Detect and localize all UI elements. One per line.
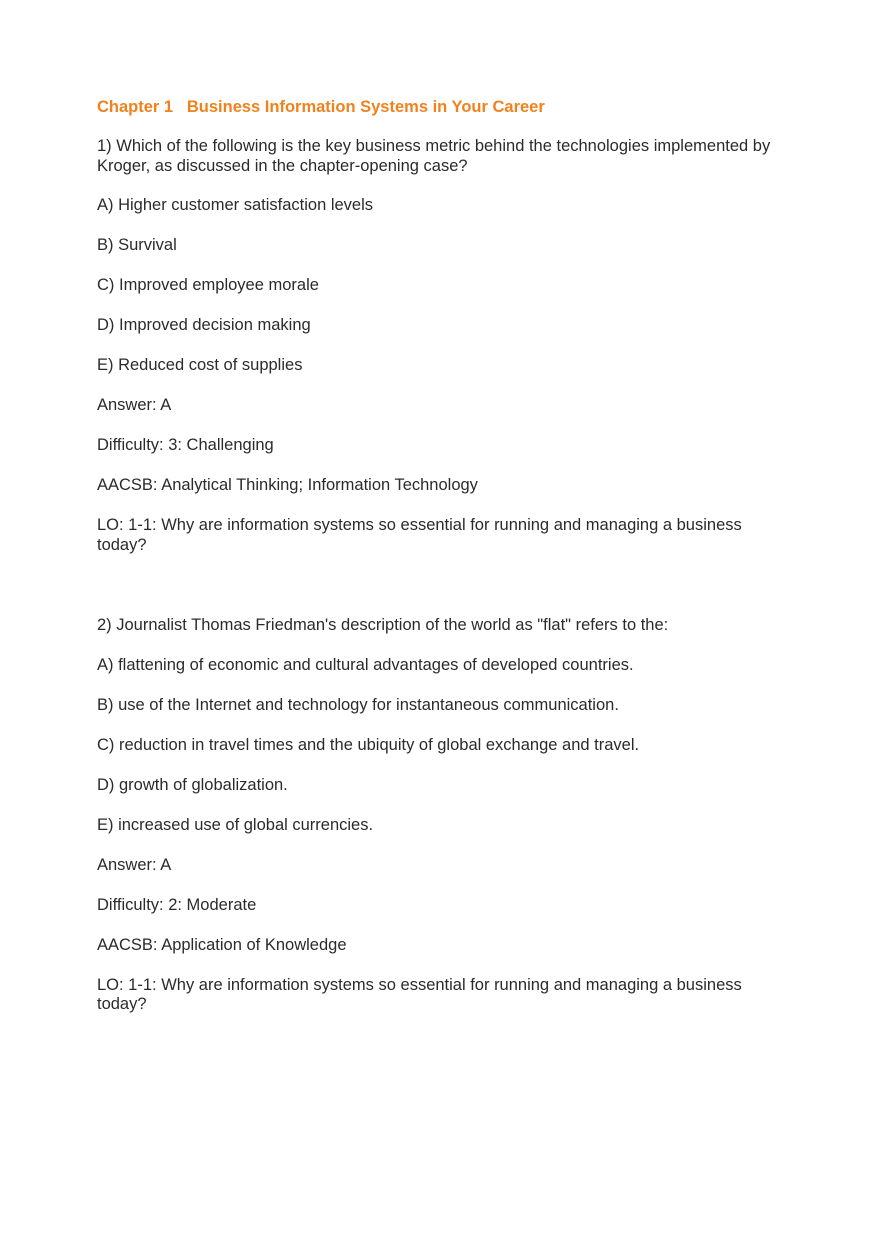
question-stem: 1) Which of the following is the key business metric behind the technologies implemented by Kroger, as discussed in the chapter-opening case? xyxy=(97,137,771,175)
difficulty: Difficulty: 2: Moderate xyxy=(97,895,257,914)
option-b: B) Survival xyxy=(97,236,177,254)
option-e: E) Reduced cost of supplies xyxy=(97,356,303,374)
question-block-1 xyxy=(97,137,787,555)
option-a: A) Higher customer satisfaction levels xyxy=(97,196,374,214)
document-content xyxy=(97,97,787,1035)
learning-objective: LO: 1-1: Why are information systems so essential for running and managing a business today? xyxy=(97,975,742,1013)
option-c: C) reduction in travel times and the ubiquity of global exchange and travel. xyxy=(97,735,640,754)
learning-objective: LO: 1-1: Why are information systems so essential for running and managing a business today? xyxy=(97,516,742,554)
option-d: D) Improved decision making xyxy=(97,316,311,334)
option-a: A) flattening of economic and cultural advantages of developed countries. xyxy=(97,655,634,674)
option-d: D) growth of globalization. xyxy=(97,775,288,794)
answer: Answer: A xyxy=(97,396,172,414)
answer: Answer: A xyxy=(97,855,172,874)
aacsb: AACSB: Application of Knowledge xyxy=(97,935,347,954)
option-b: B) use of the Internet and technology for instantaneous communication. xyxy=(97,695,619,714)
option-e: E) increased use of global currencies. xyxy=(97,815,374,834)
aacsb: AACSB: Analytical Thinking; Information Technology xyxy=(97,476,478,494)
chapter-title: Chapter 1 Business Information Systems in Your Career xyxy=(97,98,545,116)
question-spacer xyxy=(97,576,787,616)
question-stem: 2) Journalist Thomas Friedman's description of the world as "flat" refers to the: xyxy=(97,615,669,634)
difficulty: Difficulty: 3: Challenging xyxy=(97,436,274,454)
option-c: C) Improved employee morale xyxy=(97,276,319,294)
question-block-2 xyxy=(97,616,787,1015)
